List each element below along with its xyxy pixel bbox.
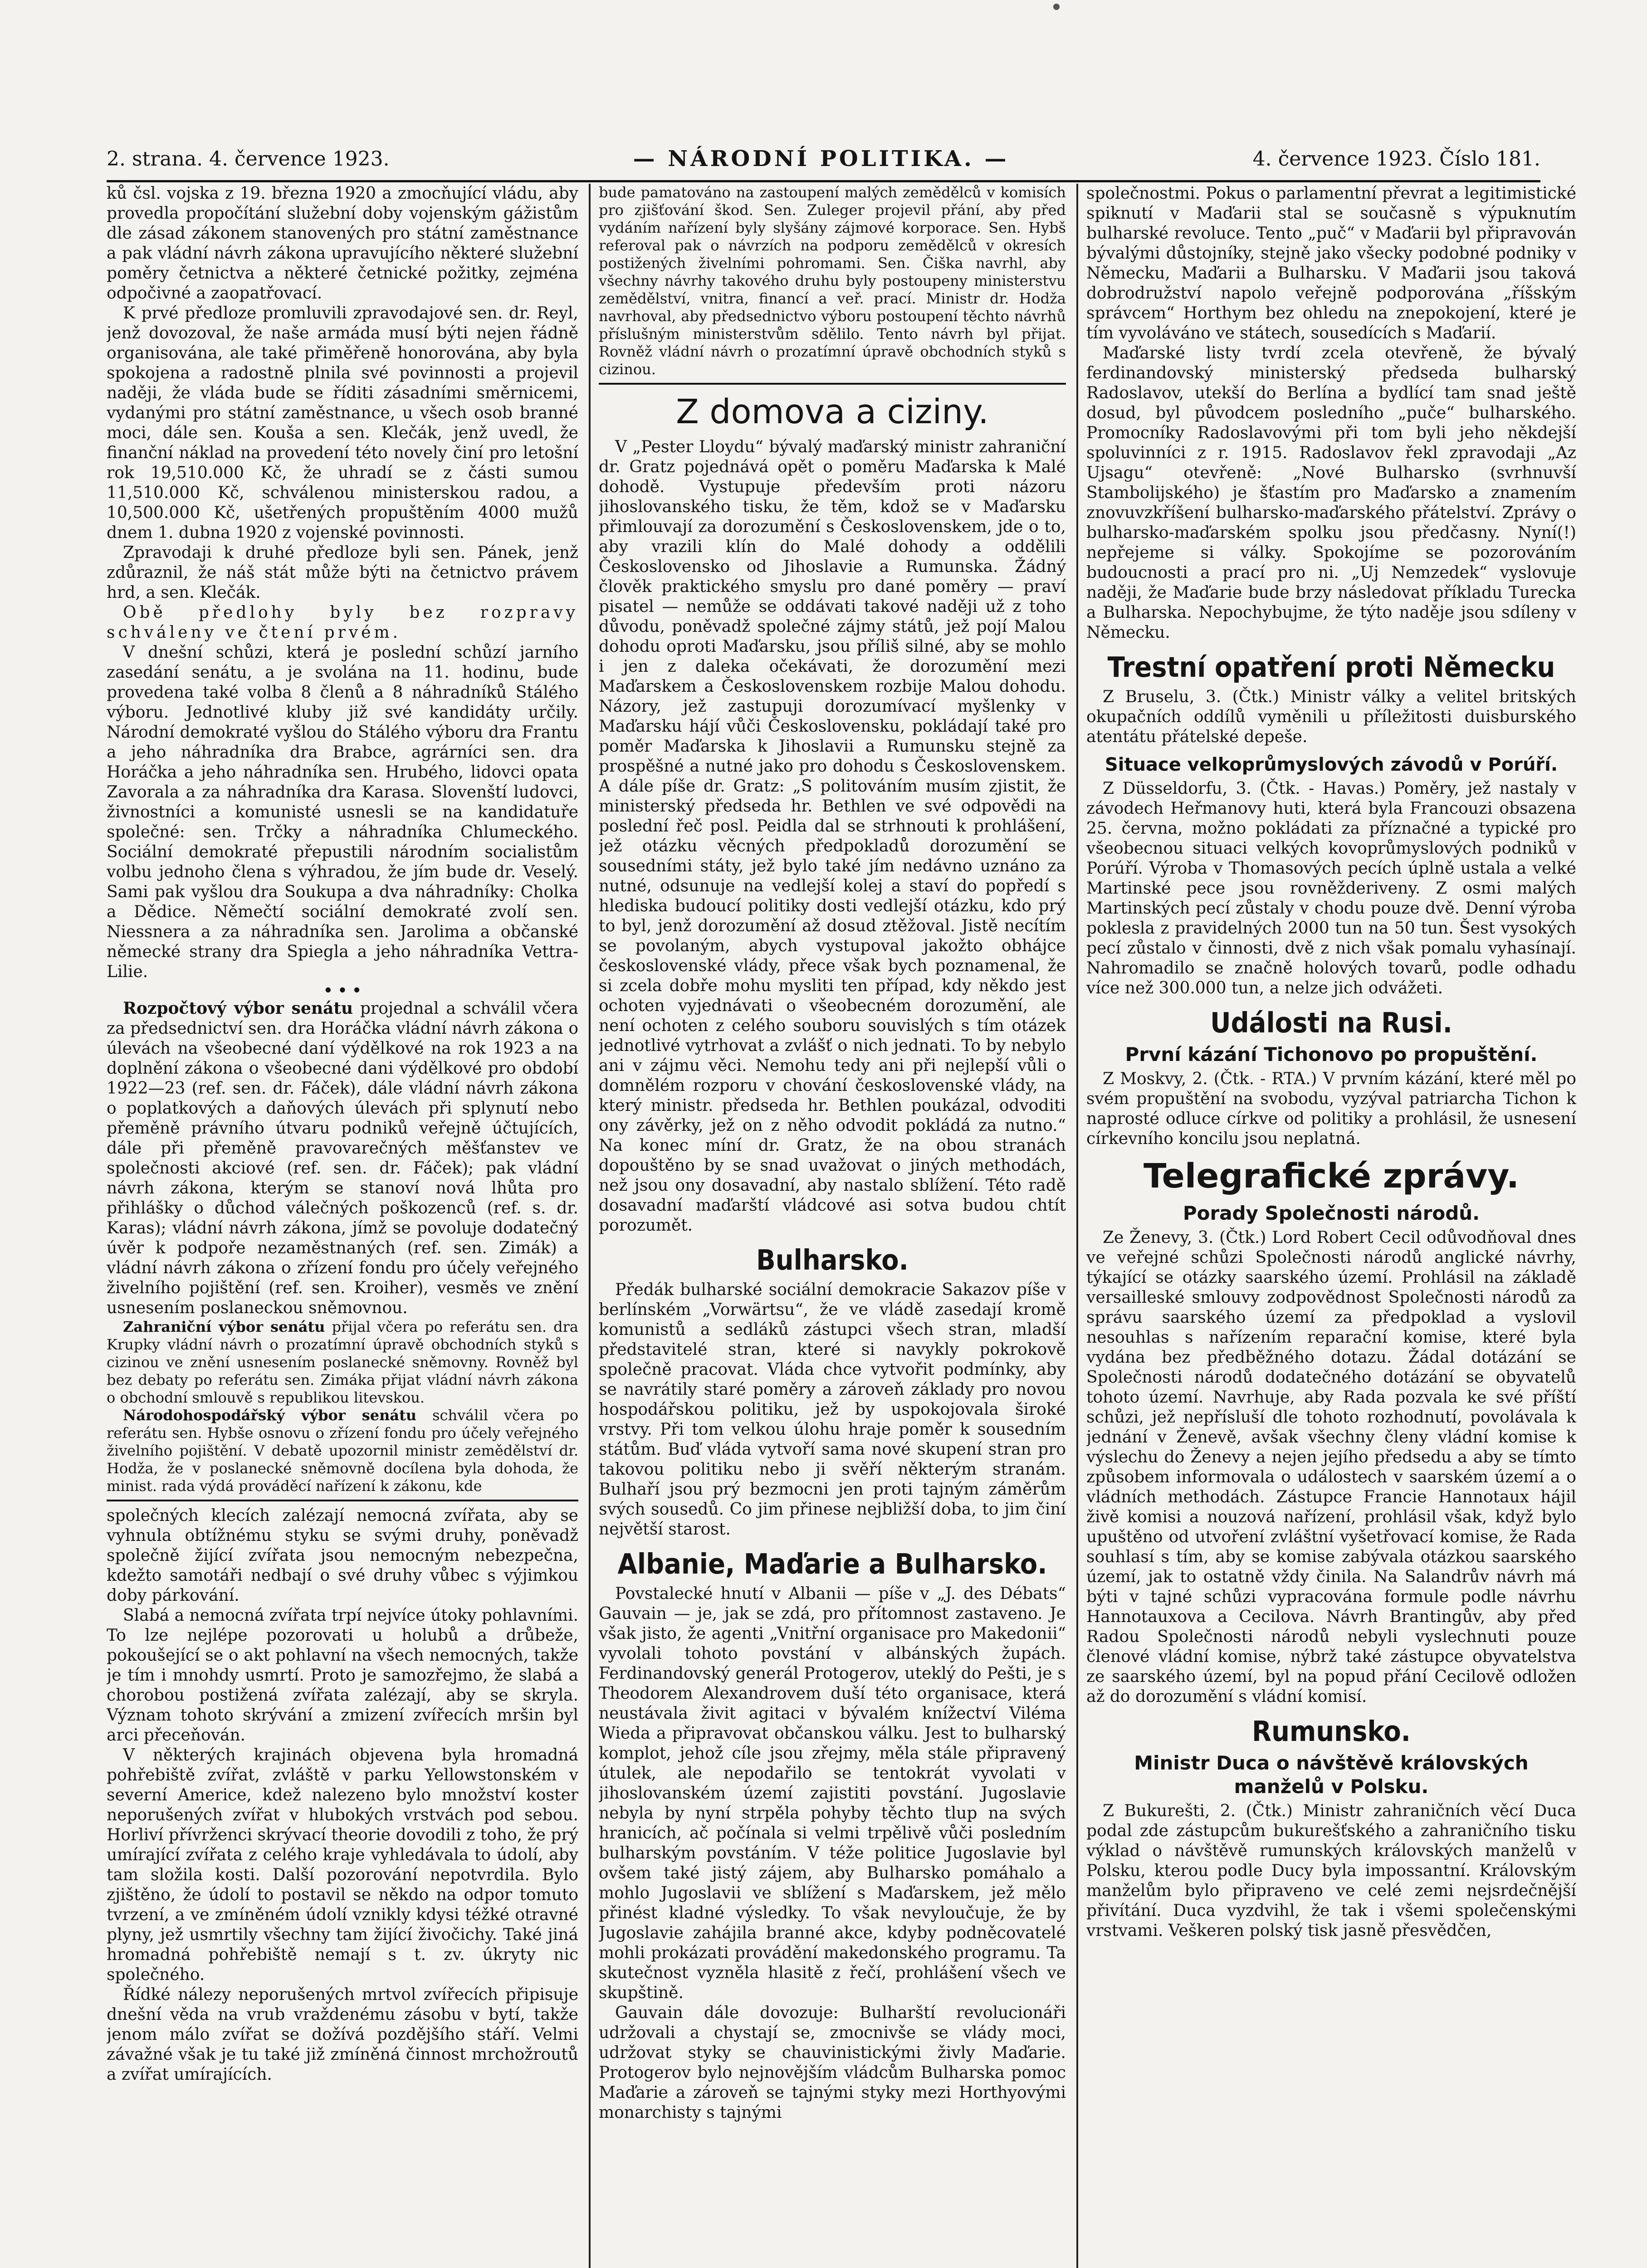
bucharest-report-text: Z Bukurešti, 2. (Čtk.) Ministr zahraničních věcí Duca podal zde zástupcům bukurešťského a zahraničního tisku výklad o návštěvě rumunských královských manželů v Polsku, kterou podle Ducy byla impossantní. Královským manželům bylo připraveno ve celé zemi nejsrdečnější přivítání. Duca vyzdvihl, že tak i všemi společenskými vrstvami. Veškeren polský tisk jasně přesvědčen, xyxy=(1086,1802,1576,1940)
approval-text: Obě předlohy byly bez rozpravy schváleny ve čtení prvém. xyxy=(107,603,578,642)
senate-reports-text: K prvé předloze promluvili zpravodajové sen. dr. Reyl, jenž dovozoval, že naše armáda musí býti nejen řádně organisována, ale také přiměřeně honorována, aby byla spokojena a radostně plnila své povinnosti a projevil naději, že vláda bude se říditi zásadními směrnicemi, vydanými pro státní zaměstnance, u všech osob branné moci, dále sen. Kouša a sen. Klečák, jenž uvedl, že finanční náklad na provedení této novely činí pro letošní rok 19,510.000 Kč, že uhradí se z části sumou 11,510.000 Kč, schválenou ministerskou radou, a 10,500.000 Kč, ušetřených propuštěním 4000 mužů dnem 1. dubna 1920 z vojenské povinnosti. xyxy=(107,304,578,542)
budget-committee-text: projednal a schválil včera za předsednictví sen. dra Horáčka vládní návrh zákona o úlevách na všeobecné daní výdělkové na rok 1923 a na doplnění zákona o všeobecné dani výdělkové pro období 1922—23 (ref. sen. dr. Fáček), dále vládní návrh zákona o poplatkových a daňových úlevách při splynutí nebo přeměně právního útvaru podniků veřejně účtujících, dále při přeměně pravovarečných měšťanstev ve společnosti akciové (ref. sen. dr. Fáček); pak vládní návrh zákona, kterým se stanoví nová lhůta pro přihlášky o důchod válečných poškozenců (ref. s. dr. Karas); vládní návrh zákona, jímž se povoluje dodatečný úvěr k podpoře nezaměstnaných (ref. sen. Zimák) a vládní návrh zákona o zřízení fondu pro účely veřejného živelního pojištění (ref. sen. Kroiher), vesměs ve znění usnesením poslaneckou sněmovnou. xyxy=(107,999,578,1317)
economic-committee-heading: Národohospodářský výbor senátu xyxy=(123,1407,417,1424)
standing-committee-text: V dnešní schůzi, která je poslední schůzí jarního zasedání senátu, a je svolána na 11. hodinu, bude provedena také volba 8 členů a 8 náhradníků Stálého výboru. Jednotlivé kluby již své kandidáty určily. Národní demokraté vyšlou do Stálého výboru dra Frantu a jeho náhradníka dra Brabce, agrárníci sen. dra Horáčka a jeho náhradníka sen. Hrubého, lidovci opata Zavorala a za náhradníka dra Karasa. Slovenští ludovci, živnostníci a komunisté usnesli se na kandidatuře společné: sen. Trčky a náhradníka Chlumeckého. Sociální demokraté přepustili národním socialistům volbu jednoho člena s výhradou, že jím bude dr. Veselý. Sami pak vyšlou dra Soukupa a dva náhradníky: Cholka a Dědice. Němečtí sociální demokraté zvolí sen. Niessnera a za náhradníka sen. Jarolima a občanské německé strany dra Spiegla a jeho náhradníka Vettra-Lilie. xyxy=(107,643,578,981)
section-heading-domestic-foreign: Z domova a ciziny. xyxy=(676,392,989,431)
feuilleton-text: Slabá a nemocná zvířata trpí nejvíce útoky pohlavními. To lze nejlépe pozorovati u holubů a drůbeže, pokoušející se o akt pohlavní na všech nemocných, takže je tím i mnohdy usmrtí. Proto je samozřejmo, že slabá a chorobou postižená zvířata zalézají, aby se skryla. Význam tohoto skrývání a zmizení zvířecích mršin byl arci přeceňován. xyxy=(107,1606,578,1745)
subheading-duca: Ministr Duca o návštěvě královských manželů v Polsku. xyxy=(1134,1752,1529,1798)
section-heading-ruhr: Situace velkoprůmyslových závodů v Porúří. xyxy=(1105,754,1558,775)
section-heading-telegraph: Telegrafické zprávy. xyxy=(1144,1157,1519,1196)
header-page-date: 2. strana. 4. července 1923. xyxy=(107,147,390,171)
brussels-report-text: Z Bruselu, 3. (Čtk.) Ministr války a velitel britských okupačních oddílů vyměnili u příležitosti duisburského atentátu přátelské depeše. xyxy=(1086,688,1576,746)
geneva-report-text: Ze Ženevy, 3. (Čtk.) Lord Robert Cecil odůvodňoval dnes ve veřejné schůzi Společnosti národů anglické návrhy, týkající se otázky saarského území. Prohlásil na základě versailleské smlouvy zodpovědnost Společnosti národů za správu saarského území za předpoklad a vyslovil nesouhlas s nařízením reparační komise, které byla vydána bez předběžného dotazu. Žádal dotázání se Společnosti národů dodatečného dotázání se obyvatelů tohoto území. Navrhuje, aby Rada pozvala ke své příští schůzi, jež nepřísluší dle tohoto rozhodnutí, povolávala k jednání v Ženevě, avšak všechny členy vládní komise k výslechu do Ženevy a nejen jejího předsedu a aby se tímto způsobem informovala o událostech v saarském území a o vládních methodách. Zástupce Francie Hannotaux hájil živě komisi a nouzová nařízení, prohlásil však, když bylo upuštěno od utvoření zvláštní vyšetřovací komise, že Rada souhlasí s tím, aby se komise zabývala otázkou saarského území, jak to ostatně vždy činila. Na Salandrův návrh má býti v tajné schůzi vypracována formule podle návrhu Hannotauxova a Cecilova. Návrh Brantingův, aby před Radou Společnosti národů nebyli vyslechnuti pouze členové vládní komise, nýbrž také zástupce obyvatelstva ze saarského území, byl na popud přání Cecilově odložen až do dorozumění s vládní komisí. xyxy=(1086,1228,1576,1706)
committee-continued-text: bude pamatováno na zastoupení malých zemědělců v komisích pro zjišťování škod. Sen. Zuleger projevil přání, aby před vydáním nařízení byly slyšány zájmové korporace. Sen. Hybš referoval pak o návrzích na podporu zemědělců v okresích postižených živelními pohromami. Sen. Čiška navrhl, aby všechny návrhy takového druhu byly postoupeny ministerstvu zemědělství, vnitra, financí a veř. prací. Ministr dr. Hodža navrhoval, aby předsednictvo výboru postoupení těchto návrhů příslušným ministerstvům sdělilo. Tento návrh byl přijat. Rovněž vládní návrh o prozatímní úpravě obchodních styků s cizinou. xyxy=(599,184,1066,378)
column-2 xyxy=(599,184,1066,2268)
foreign-committee-paragraph xyxy=(107,1318,578,1407)
economic-committee-text: schválil včera po referátu sen. Hybše osnovu o zřízení fondu pro účely veřejného živelního pojištění. V debatě upozornil ministr zemědělství dr. Hodža, že v poslanecké sněmovně docílena byla dohoda, že minist. rada výdá prováděcí nařízení k zákonu, kde xyxy=(107,1407,578,1495)
bulgaria-article-text: Předák bulharské sociální demokracie Sakazov píše v berlínském „Vorwärtsu“, že ve vládě zasedají kromě komunistů a sedláků zástupci všech stran, mladší představitelé stran, které si navykly pokrokově společně pracovat. Vláda chce vytvořit podmínky, aby se navrátily staré poměry a zároveň základy pro novou hospodářskou politiku, jež by uspokojovala široké vrstvy. Při tom velkou úlohu hraje poměr k sousedním státům. Buď vláda vytvoří sama nové skupení stran pro takovou politiku nebo ji svěří některým stranám. Bulhaří jsou prý bezmocni jen proti tajným záměrům svých sousedů. Co jim přinese nejbližší doba, to jim činí největší starost. xyxy=(599,1281,1066,1539)
column-3 xyxy=(1086,184,1576,2268)
section-heading-bulgaria: Bulharsko. xyxy=(756,1244,909,1277)
moscow-report-text: Z Moskvy, 2. (Čtk. - RTA.) V prvním kázání, které měl po svém propuštění na svobodu, vyzýval patriarcha Tichon k naprosté odluce církve od politiky a prohlásil, že usnesení církevního koncilu jsou neplatná. xyxy=(1086,1070,1576,1148)
foreign-committee-text: přijal včera po referátu sen. dra Krupky vládní návrh o prozatímní úpravě obchodních styků s cizinou ve znění usnesením poslanecké sněmovny. Rovněž byl bez debaty po referátu sen. Zimáka přijat vládní návrh zákona o obchodní smlouvě s republikou litevskou. xyxy=(107,1318,578,1406)
gendarmerie-report-text: Zpravodaji k druhé předloze byli sen. Pánek, jenž zdůraznil, že náš stát může býti na četnictvo právem hrd, a sen. Klečák. xyxy=(107,543,578,602)
section-divider-line xyxy=(107,1500,578,1501)
column-1 xyxy=(107,184,578,2268)
albania-article-text: Povstalecké hnutí v Albanii — píše v „J. des Débats“ Gauvain — je, jak se zdá, pro přítomnost zastaveno. Je však jisto, že agenti „Vnitřní organisace pro Makedonii“ vyvolali tohoto povstání v albánských župách. Ferdinandovský generál Protogerov, uteklý do Pešti, je s Theodorem Alexandrovem duší této organisace, která neustávala živit agitaci v bývalém knížectví Viléma Wieda a připravovat občanskou válku. Jest to bulharský komplot, jehož cíle jsou zřejmy, měla stále připravený útulek, ale nepodařilo se tentokrát vyvolati v jihoslovanském území zajistiti povstání. Jugoslavie nebyla by nyní strpěla pohyby těchto tlup na svých hranicích, ač počínala si velmi trpělivě vůči posledním bulharským povstáním. V téže politice Jugoslavie byl ovšem také jistý zájem, aby Bulharsko pomáhalo a mohlo Jugoslavii ve sblížení s Maďarskem, jež mělo přinést kladné výsledky. To však nevyloučuje, že by Jugoslavie zahájila branné akce, kdyby podněcovatelé mohli prokázati provádění makedonského programu. Ta skutečnost vyzněla hlasitě z řečí, prohlášení všech ve skupštině. xyxy=(599,1584,1066,2002)
section-heading-penal-measures: Trestní opatření proti Německu xyxy=(1107,651,1555,684)
newspaper-title: — NÁRODNÍ POLITIKA. — xyxy=(633,146,1009,171)
albania-continued-text: společnostmi. Pokus o parlamentní převrat a legitimistické spiknutí v Maďarii stal se současně s výpuknutím bulharské revoluce. Tento „puč“ v Maďarii byl připravován bývalými důstojníky, stejně jako všecky podobné podniky v Německu, Maďarii a Bulharsku. V Maďarii jsou taková dobrodružství napolo veřejně podporována „říšským správcem“ Horthym bez ohledu na znepokojení, které je tím vyvoláváno ve státech, sousedících s Maďarií. xyxy=(1086,184,1576,342)
economic-committee-paragraph xyxy=(107,1407,578,1495)
radoslavov-article-text: Maďarské listy tvrdí zcela otevřeně, že bývalý ferdinandovský ministerský předseda bulharský Radoslavov, utekší do Berlína a bydlící tam snad ještě dosud, byl původcem posledního „puče“ bulharského. Promocníky Radoslavovými při tom byli jeho někdejší spoluvinníci z r. 1915. Radoslavov řekl zpravodaji „Az Ujsagu“ otevřeně: „Nové Bulharsko (svrhnuvší Stambolijského) je šťastím pro Maďarsko a znamením znovuvzkříšení bulharsko-maďarského přátelství. Zprávy o bulharsko-maďarském spolku jsou předčasny. Nyní(!) nepřejeme si války. Spokojíme se pozorováním budoucnosti a prací pro ni. „Uj Nemzedek“ vyslovuje naději, že Maďarie bude brzy následovat příkladu Turecka a Bulharska. Nepochybujme, že týto naděje jsou sdíleny v Německu. xyxy=(1086,344,1576,642)
section-divider: • • • xyxy=(323,982,362,999)
section-heading-albania: Albanie, Maďarie a Bulharsko. xyxy=(617,1548,1047,1581)
senate-military-text: ků čsl. vojska z 19. března 1920 a zmocňující vládu, aby provedla propočítání služební doby vojenským gážistům dle zásad zákonem stanovených pro státní zaměstnance a pak vládní návrh zákona upravujícího některé služební poměry četnictva a některé četnické požitky, zejména odpočivné a zaopatřovací. xyxy=(107,184,578,303)
section-heading-russia: Události na Rusi. xyxy=(1210,1007,1452,1040)
budget-committee-heading: Rozpočtový výbor senátu xyxy=(123,999,353,1018)
albania-article-text: Gauvain dále dovozuje: Bulharští revolucionáři udržovali a chystají se, zmocnivše se vlády moci, udržovat styky se chauvinistickými živly Maďarie. Protogerov bylo nejnovějším vládcům Bulharska pomoc Maďarie a zároveň se tajnými styky mezi Horthyovými monarchisty s tajnými xyxy=(599,2004,1066,2122)
foreign-committee-heading: Zahraniční výbor senátu xyxy=(123,1318,325,1335)
page-header xyxy=(107,143,1540,182)
subheading-tichon: První kázání Tichonovo po propuštění. xyxy=(1125,1043,1538,1066)
subheading-league-nations: Porady Společnosti národů. xyxy=(1183,1202,1480,1224)
section-divider-line xyxy=(599,383,1066,385)
article-columns xyxy=(107,184,1576,2268)
gratz-article-text: V „Pester Lloydu“ bývalý maďarský ministr zahraniční dr. Gratz pojednává opět o poměru Maďarska k Malé dohodě. Vystupuje především proti názoru jihoslovanského tisku, že těm, kdož se v Maďarsku přimlouvají za dorozumění s Československem, jde o to, aby vrazili klín do Malé dohody a oddělili Československo od Jihoslavie a Rumunska. Žádný člověk praktického smyslu pro dané poměry — praví pisatel — nemůže se oddávati takové naději už z toho důvodu, poněvadž společné zájmy států, jež pojí Malou dohodu oproti Maďarsku, jsou příliš silné, aby se mohlo i jen z daleka očekávati, že dorozumění mezi Maďarskem a Československem rozbije Malou dohodu. Názory, jež zastupuji dorozumívací myšlenky v Maďarsku hájí vůči Československu, pokládají také pro poměr Maďarska k Jihoslavii a Rumunsku stejně za prospěšné a nutné jako pro dohodu s Československem. A dále píše dr. Gratz: „S politováním musím zjistit, že ministerský předseda hr. Bethlen ve své odpovědi na poslední řeč posl. Peidla dal se strhnouti k prohlášení, jež otázku věcných předpokladů dorozumění se sousedními státy, jež bylo také jím nedávno uznáno za nutné, odsunuje na vedlejší kolej a staví do popředí s hlediska budoucí politiky dosti vedlejší otázku, kdo prý to byl, jenž dorozumění až dosud ztěžoval. Jistě necítím se povolaným, abych vystupoval jakožto obhájce československé vlády, přece však bych poznamenal, že si zcela dobře mohu mysliti ten případ, kdy někdo jest ochoten vyjednávati o všeobecném dorozumění, ale není ochoten z celého souboru souvislých s tím otázek jednotlivé vytrhovat a zvlášť o nich jednati. To by nebylo ani v zájmu věci. Nemohu tedy ani při nejlepší vůli o domnělém rozporu v chování československé vlády, na který ministr. předseda hr. Bethlen poukázal, odvoditi ony závěrky, jež on z něho odvodit pokládá za nutno.“ Na konec míní dr. Gratz, že na obou stranách dopouštěno by se snad uvažovat o jiných methodách, než jsou ony dosavadní, aby nastalo sblížení. Této radě dosavadní maďarští vládcové asi sotva budou chtít porozumět. xyxy=(599,438,1066,1235)
punch-hole xyxy=(1053,4,1060,10)
header-issue-number: 4. července 1923. Číslo 181. xyxy=(1252,147,1540,171)
feuilleton-text: V některých krajinách objevena byla hromadná pohřebiště zvířat, zvláště v parku Yellowstonském v severní Americe, kdež nalezeno bylo množství koster neporušených zvířat v hlubokých vrstvách pod sebou. Horliví přívrženci skrývací theorie dovodili z toho, že prý umírající zvířata z celého kraje vyhledávala to údolí, aby tam složila kosti. Další pozorování nepotvrdila. Bylo zjištěno, že údolí to postavil se někdo na odpor tomuto tvrzení, a ve zmíněném údolí vznikly kdysi téžké otravné plyny, jež usmrtily všechny tam žijící živočichy. Také jiná hromadná pohřebiště nemají s t. zv. úkryty nic společného. xyxy=(107,1746,578,1984)
feuilleton-text: společných klecích zalézají nemocná zvířata, aby se vyhnula obtížnému styku se svými druhy, poněvadž společně žijící zvířata jsou nemocným nebezpečna, kdežto samotáři nedbají o své druhy vůbec s výjimkou doby párkování. xyxy=(107,1506,578,1605)
feuilleton-text: Řídké nálezy neporušených mrtvol zvířecích připisuje dnešní věda na vrub vraždenému zásobu v bytí, takže jenom málo zvířat se dožívá pozdějšího stáří. Velmi závažné však je tu také již zmíněná činnost mrchožroutů a zvířat umírajících. xyxy=(107,1985,578,2084)
budget-committee-paragraph xyxy=(107,998,578,1318)
section-heading-romania: Rumunsko. xyxy=(1252,1715,1411,1748)
dusseldorf-report-text: Z Düsseldorfu, 3. (Čtk. - Havas.) Poměry, jež nastaly v závodech Heřmanovy huti, která byla Francouzi obsazena 25. června, možno pokládati za příznačné a typické pro všeobecnou situaci velkých kovoprůmyslových podniků v Porúří. Výroba v Thomasových pecích úplně ustala a velké Martinské pece jsou rovněžderiveny. Z osmi malých Martinských pecí zůstaly v chodu pouze dvě. Denní výroba poklesla z pravidelných 2000 tun na 50 tun. Šest vysokých pecí zůstalo v činnosti, dvě z nich však pomalu vyhasínají. Nahromadilo se značně holových tovarů, podle odhadu více než 300.000 tun, a nelze jich odvážeti. xyxy=(1086,779,1576,997)
